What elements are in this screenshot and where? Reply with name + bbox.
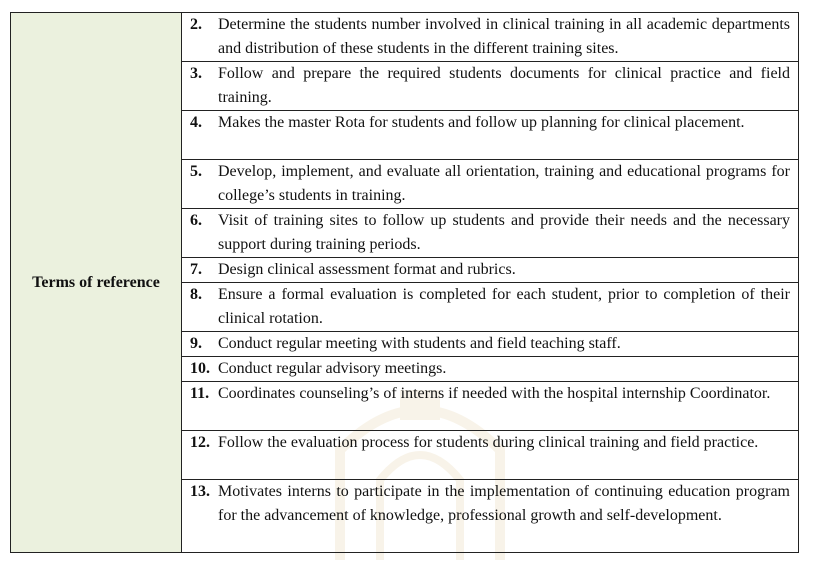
list-item <box>182 13 799 62</box>
list-item <box>182 283 799 332</box>
item-number: 12. <box>190 434 210 451</box>
list-item <box>182 382 799 431</box>
item-text: Follow and prepare the required students documents for clinical practice and field training. <box>218 65 790 106</box>
item-text: Conduct regular meeting with students and field teaching staff. <box>218 335 621 352</box>
item-text: Design clinical assessment format and rubrics. <box>218 261 516 278</box>
item-number: 8. <box>190 286 202 303</box>
item-text: Develop, implement, and evaluate all orientation, training and educational programs for college’s students in training. <box>218 163 790 204</box>
list-item <box>182 332 799 357</box>
list-item <box>182 160 799 209</box>
item-text: Determine the students number involved in clinical training in all academic departments and distribution of these students in the different training sites. <box>218 16 790 57</box>
item-text: Coordinates counseling’s of interns if needed with the hospital internship Coordinator. <box>218 385 771 402</box>
list-item <box>182 357 799 382</box>
item-text: Makes the master Rota for students and follow up planning for clinical placement. <box>218 114 745 131</box>
table-row <box>11 13 799 62</box>
item-number: 13. <box>190 483 210 500</box>
item-text: Conduct regular advisory meetings. <box>218 360 447 377</box>
item-number: 4. <box>190 114 202 131</box>
item-text: Follow the evaluation process for students during clinical training and field practice. <box>218 434 759 451</box>
list-item <box>182 258 799 283</box>
item-text: Ensure a formal evaluation is completed for each student, prior to completion of their clinical rotation. <box>218 286 790 327</box>
list-item <box>182 431 799 480</box>
item-number: 5. <box>190 163 202 180</box>
item-number: 2. <box>190 16 202 33</box>
list-item <box>182 480 799 553</box>
item-number: 7. <box>190 261 202 278</box>
terms-of-reference-table <box>10 12 799 553</box>
item-text: Motivates interns to participate in the implementation of continuing education program for the advancement of knowledge, professional growth and self-development. <box>218 483 790 524</box>
item-number: 11. <box>190 385 210 402</box>
item-number: 3. <box>190 65 202 82</box>
item-text: Visit of training sites to follow up students and provide their needs and the necessary support during training periods. <box>218 212 790 253</box>
item-number: 9. <box>190 335 202 352</box>
item-number: 10. <box>190 360 210 377</box>
item-number: 6. <box>190 212 202 229</box>
terms-of-reference-label: Terms of reference <box>11 13 182 553</box>
list-item <box>182 209 799 258</box>
list-item <box>182 111 799 160</box>
list-item <box>182 62 799 111</box>
